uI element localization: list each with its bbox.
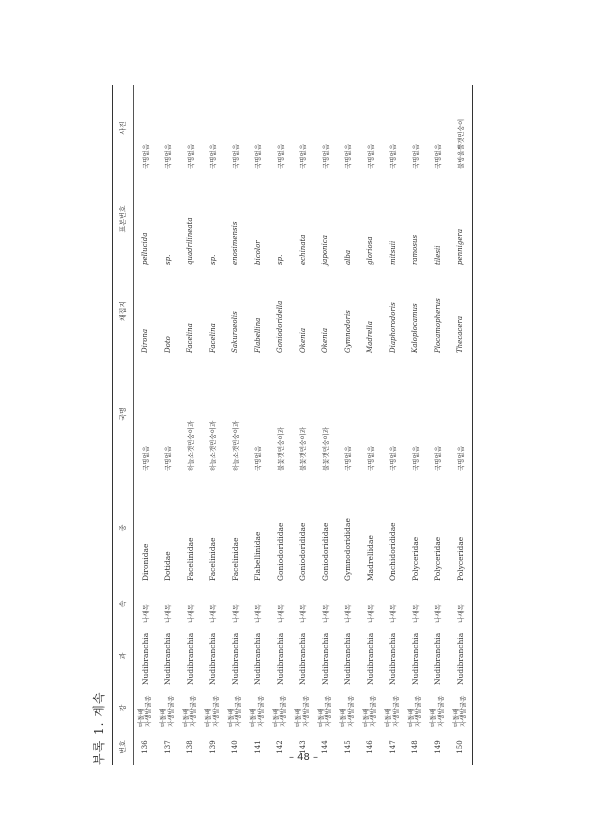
row-order-text: Nudibranchia bbox=[433, 632, 443, 685]
row-suborder-text: 나새목 bbox=[321, 604, 330, 623]
row-family-text: Flabellinidae bbox=[253, 531, 263, 581]
table-row bbox=[449, 85, 472, 765]
row-order-text: Nudibranchia bbox=[140, 632, 150, 685]
table-row bbox=[337, 85, 360, 765]
row-photo-text: 국명없음 bbox=[164, 143, 173, 169]
header-num: 번호 bbox=[119, 740, 127, 754]
row-family bbox=[179, 473, 202, 583]
row-class-text: 마돌배 bbox=[226, 708, 235, 727]
row-class bbox=[179, 687, 202, 729]
row-genus-text: Doto bbox=[163, 336, 172, 353]
row-korean-name bbox=[157, 355, 180, 473]
row-class bbox=[449, 687, 472, 729]
header-order: 과 bbox=[119, 652, 127, 660]
row-num-text: 139 bbox=[208, 740, 217, 754]
row-genus-text: Okenia bbox=[321, 327, 330, 353]
row-genus-text: Flabellina bbox=[253, 317, 262, 353]
row-class-text: 자생발굴종 bbox=[189, 695, 198, 727]
row-order bbox=[427, 625, 450, 687]
row-genus bbox=[134, 267, 157, 355]
row-num-text: 137 bbox=[163, 740, 172, 754]
row-suborder-text: 나새목 bbox=[231, 604, 240, 623]
row-suborder bbox=[224, 583, 247, 625]
row-photo bbox=[337, 85, 360, 171]
row-class-text: 마돌배 bbox=[136, 708, 145, 727]
row-suborder bbox=[292, 583, 315, 625]
row-class-text: 자생발굴종 bbox=[369, 695, 378, 727]
row-korean-name bbox=[134, 355, 157, 473]
row-species bbox=[269, 171, 292, 267]
row-class bbox=[224, 687, 247, 729]
row-suborder bbox=[157, 583, 180, 625]
row-korean-name bbox=[449, 355, 472, 473]
row-photo-text: 국명없음 bbox=[276, 143, 285, 169]
row-num-text: 146 bbox=[366, 740, 375, 754]
row-class-text: 자생발굴종 bbox=[391, 695, 400, 727]
row-order bbox=[134, 625, 157, 687]
row-num-text: 138 bbox=[186, 740, 195, 754]
row-species bbox=[224, 171, 247, 267]
row-korean-name-text: 국명없음 bbox=[344, 445, 353, 471]
row-genus bbox=[157, 267, 180, 355]
row-species bbox=[247, 171, 270, 267]
row-class-text: 마돌배 bbox=[451, 708, 460, 727]
row-korean-name-text: 국명없음 bbox=[411, 445, 420, 471]
row-suborder bbox=[337, 583, 360, 625]
table-header-row bbox=[113, 85, 134, 765]
row-korean-name bbox=[404, 355, 427, 473]
row-korean-name-text: 국명없음 bbox=[434, 445, 443, 471]
row-photo bbox=[292, 85, 315, 171]
row-genus-text: Goniodoridella bbox=[276, 300, 285, 353]
row-korean-name-text: 국명없음 bbox=[141, 445, 150, 471]
row-korean-name bbox=[359, 355, 382, 473]
row-class-text: 자생발굴종 bbox=[346, 695, 355, 727]
row-species-text: echinata bbox=[298, 234, 307, 265]
row-order bbox=[449, 625, 472, 687]
row-order bbox=[179, 625, 202, 687]
row-suborder bbox=[449, 583, 472, 625]
row-species bbox=[179, 171, 202, 267]
row-order bbox=[269, 625, 292, 687]
species-table bbox=[112, 85, 473, 765]
row-family bbox=[337, 473, 360, 583]
row-num-text: 147 bbox=[388, 740, 397, 754]
row-korean-name-text: 불꽃갯민숭이과 bbox=[321, 427, 330, 471]
row-order-text: Nudibranchia bbox=[230, 632, 240, 685]
row-suborder-text: 나새목 bbox=[209, 604, 218, 623]
row-genus bbox=[382, 267, 405, 355]
row-photo-text: 국명없음 bbox=[231, 143, 240, 169]
row-class-text: 자생발굴종 bbox=[144, 695, 153, 727]
row-photo-text: 국명없음 bbox=[254, 143, 263, 169]
row-photo-text: 국명없음 bbox=[389, 143, 398, 169]
row-photo-text: 국명없음 bbox=[299, 143, 308, 169]
row-suborder-text: 나새목 bbox=[186, 604, 195, 623]
row-korean-name bbox=[314, 355, 337, 473]
row-order bbox=[382, 625, 405, 687]
row-genus-text: Thecacera bbox=[456, 316, 465, 353]
row-genus bbox=[292, 267, 315, 355]
row-photo bbox=[134, 85, 157, 171]
header-species: 표본번호 bbox=[119, 205, 127, 233]
header-suborder: 속 bbox=[119, 600, 127, 608]
row-class bbox=[314, 687, 337, 729]
row-species bbox=[404, 171, 427, 267]
row-family-text: Goniodorididae bbox=[298, 522, 308, 581]
row-class bbox=[404, 687, 427, 729]
row-family bbox=[314, 473, 337, 583]
row-species-text: sp. bbox=[276, 254, 285, 265]
row-genus-text: Sakuraeolis bbox=[231, 311, 240, 353]
row-family-text: Facelinidae bbox=[208, 537, 218, 581]
row-class-text: 자생발굴종 bbox=[234, 695, 243, 727]
row-species bbox=[382, 171, 405, 267]
row-genus-text: Plocamopherus bbox=[433, 298, 442, 353]
row-order-text: Nudibranchia bbox=[365, 632, 375, 685]
row-num-text: 144 bbox=[321, 740, 330, 754]
row-class-text: 마돌배 bbox=[271, 708, 280, 727]
row-photo bbox=[427, 85, 450, 171]
appendix-title: 부록 1. 계속 bbox=[92, 691, 106, 765]
row-photo bbox=[359, 85, 382, 171]
row-species-text: alba bbox=[343, 249, 352, 265]
table-row bbox=[404, 85, 427, 765]
row-korean-name bbox=[382, 355, 405, 473]
row-class-text: 마돌배 bbox=[316, 708, 325, 727]
row-class-text: 자생발굴종 bbox=[301, 695, 310, 727]
row-species-text: pellucida bbox=[141, 232, 150, 265]
row-order bbox=[292, 625, 315, 687]
row-family-text: Polyceridae bbox=[455, 536, 465, 581]
row-suborder bbox=[404, 583, 427, 625]
row-order-text: Nudibranchia bbox=[320, 632, 330, 685]
row-class-text: 자생발굴종 bbox=[459, 695, 468, 727]
row-species bbox=[449, 171, 472, 267]
row-species-text: quadrilineata bbox=[186, 217, 195, 265]
row-class bbox=[292, 687, 315, 729]
row-class-text: 마돌배 bbox=[339, 708, 348, 727]
row-species-text: sp. bbox=[208, 254, 217, 265]
row-species-text: japonica bbox=[321, 235, 330, 265]
row-genus bbox=[269, 267, 292, 355]
row-photo bbox=[179, 85, 202, 171]
row-family bbox=[404, 473, 427, 583]
row-order-text: Nudibranchia bbox=[455, 632, 465, 685]
row-korean-name bbox=[269, 355, 292, 473]
row-class bbox=[359, 687, 382, 729]
row-order-text: Nudibranchia bbox=[185, 632, 195, 685]
row-species-text: mitsuii bbox=[388, 240, 397, 265]
row-order-text: Nudibranchia bbox=[275, 632, 285, 685]
row-suborder-text: 나새목 bbox=[254, 604, 263, 623]
row-family-text: Dotidae bbox=[163, 551, 173, 581]
row-photo bbox=[269, 85, 292, 171]
row-order bbox=[224, 625, 247, 687]
row-species-text: bicolor bbox=[253, 240, 262, 265]
row-class bbox=[157, 687, 180, 729]
row-suborder-text: 나새목 bbox=[434, 604, 443, 623]
row-genus-text: Facelina bbox=[208, 323, 217, 353]
row-suborder bbox=[359, 583, 382, 625]
row-photo bbox=[449, 85, 472, 171]
table-row bbox=[247, 85, 270, 765]
row-korean-name-text: 국명없음 bbox=[366, 445, 375, 471]
row-korean-name bbox=[427, 355, 450, 473]
row-class-text: 자생발굴종 bbox=[414, 695, 423, 727]
row-order-text: Nudibranchia bbox=[410, 632, 420, 685]
row-suborder-text: 나새목 bbox=[366, 604, 375, 623]
rotated-page-content bbox=[88, 85, 518, 765]
row-korean-name bbox=[337, 355, 360, 473]
row-class-text: 자생발굴종 bbox=[166, 695, 175, 727]
row-korean-name-text: 국명없음 bbox=[389, 445, 398, 471]
row-order-text: Nudibranchia bbox=[208, 632, 218, 685]
row-class bbox=[134, 687, 157, 729]
row-genus-text: Gymnodoris bbox=[343, 310, 352, 353]
row-suborder bbox=[427, 583, 450, 625]
row-genus bbox=[314, 267, 337, 355]
row-class-text: 마돌배 bbox=[361, 708, 370, 727]
row-suborder-text: 나새목 bbox=[276, 604, 285, 623]
row-family bbox=[427, 473, 450, 583]
row-photo-text: 국명없음 bbox=[186, 143, 195, 169]
row-family bbox=[157, 473, 180, 583]
row-family bbox=[449, 473, 472, 583]
row-num-text: 136 bbox=[141, 740, 150, 754]
row-num-text: 150 bbox=[456, 740, 465, 754]
row-suborder bbox=[202, 583, 225, 625]
row-species-text: ramosus bbox=[411, 234, 420, 265]
header-genus: 채집지 bbox=[119, 300, 127, 322]
table-row bbox=[292, 85, 315, 765]
row-family-text: Gymnodorididae bbox=[343, 518, 353, 581]
row-genus bbox=[224, 267, 247, 355]
row-photo-text: 국명없음 bbox=[366, 143, 375, 169]
row-class-text: 마돌배 bbox=[406, 708, 415, 727]
row-species-text: tilesii bbox=[433, 245, 442, 265]
row-class-text: 마돌배 bbox=[181, 708, 190, 727]
row-photo-text: 국명없음 bbox=[321, 143, 330, 169]
row-korean-name-text: 불꽃갯민숭이과 bbox=[299, 427, 308, 471]
row-class-text: 마돌배 bbox=[429, 708, 438, 727]
row-korean-name-text: 하늘소갯민숭이과 bbox=[186, 420, 195, 471]
row-class-text: 자생발굴종 bbox=[211, 695, 220, 727]
table-row bbox=[179, 85, 202, 765]
row-photo-text: 불방울뿔갯민숭이 bbox=[456, 118, 465, 169]
table-row bbox=[202, 85, 225, 765]
row-suborder bbox=[179, 583, 202, 625]
row-photo-text: 국명없음 bbox=[141, 143, 150, 169]
row-photo bbox=[404, 85, 427, 171]
table-row bbox=[359, 85, 382, 765]
table-row bbox=[382, 85, 405, 765]
row-photo-text: 국명없음 bbox=[434, 143, 443, 169]
table-row bbox=[314, 85, 337, 765]
row-photo bbox=[202, 85, 225, 171]
row-korean-name bbox=[292, 355, 315, 473]
row-genus-text: Kaloplocamus bbox=[411, 303, 420, 353]
row-photo-text: 국명없음 bbox=[209, 143, 218, 169]
row-genus bbox=[337, 267, 360, 355]
row-genus-text: Facelina bbox=[186, 323, 195, 353]
row-order-text: Nudibranchia bbox=[298, 632, 308, 685]
row-family-text: Goniodorididae bbox=[320, 522, 330, 581]
row-suborder-text: 나새목 bbox=[299, 604, 308, 623]
row-genus bbox=[202, 267, 225, 355]
row-genus bbox=[359, 267, 382, 355]
table-row bbox=[134, 85, 157, 765]
row-suborder bbox=[134, 583, 157, 625]
row-class-text: 자생발굴종 bbox=[436, 695, 445, 727]
row-class bbox=[382, 687, 405, 729]
row-genus-text: Okenia bbox=[298, 327, 307, 353]
row-korean-name bbox=[224, 355, 247, 473]
row-order bbox=[202, 625, 225, 687]
row-class-text: 자생발굴종 bbox=[279, 695, 288, 727]
row-species bbox=[292, 171, 315, 267]
row-photo bbox=[157, 85, 180, 171]
row-order-text: Nudibranchia bbox=[343, 632, 353, 685]
row-suborder bbox=[382, 583, 405, 625]
row-korean-name bbox=[202, 355, 225, 473]
row-num-text: 148 bbox=[411, 740, 420, 754]
row-class-text: 마돌배 bbox=[249, 708, 258, 727]
row-photo-text: 국명없음 bbox=[344, 143, 353, 169]
row-family-text: Polyceridae bbox=[433, 536, 443, 581]
row-suborder-text: 나새목 bbox=[411, 604, 420, 623]
row-family-text: Dironidae bbox=[140, 543, 150, 581]
row-photo bbox=[382, 85, 405, 171]
row-order bbox=[247, 625, 270, 687]
row-genus-text: Madrella bbox=[366, 321, 375, 353]
row-species bbox=[337, 171, 360, 267]
row-order bbox=[157, 625, 180, 687]
row-korean-name-text: 국명없음 bbox=[456, 445, 465, 471]
row-family bbox=[247, 473, 270, 583]
header-korean-name: 국명 bbox=[119, 407, 127, 421]
row-species-text: enosimensis bbox=[231, 221, 240, 265]
row-species-text: gloriosa bbox=[366, 236, 375, 265]
row-species-text: sp. bbox=[163, 254, 172, 265]
row-species bbox=[359, 171, 382, 267]
row-suborder bbox=[269, 583, 292, 625]
row-korean-name-text: 국명없음 bbox=[164, 445, 173, 471]
row-photo bbox=[247, 85, 270, 171]
row-korean-name-text: 하늘소갯민숭이과 bbox=[231, 420, 240, 471]
row-suborder-text: 나새목 bbox=[456, 604, 465, 623]
header-photo: 사진 bbox=[119, 121, 127, 135]
row-korean-name-text: 불꽃갯민숭이과 bbox=[276, 427, 285, 471]
row-suborder-text: 나새목 bbox=[389, 604, 398, 623]
row-num-text: 141 bbox=[253, 740, 262, 754]
table-row bbox=[269, 85, 292, 765]
row-species bbox=[157, 171, 180, 267]
row-species bbox=[134, 171, 157, 267]
row-species bbox=[427, 171, 450, 267]
table-row bbox=[224, 85, 247, 765]
header-family: 종 bbox=[119, 524, 127, 532]
row-class bbox=[269, 687, 292, 729]
row-class-text: 마돌배 bbox=[384, 708, 393, 727]
row-num-text: 143 bbox=[298, 740, 307, 754]
row-class bbox=[427, 687, 450, 729]
row-order bbox=[314, 625, 337, 687]
row-order-text: Nudibranchia bbox=[163, 632, 173, 685]
row-family-text: Polyceridae bbox=[410, 536, 420, 581]
row-num-text: 149 bbox=[433, 740, 442, 754]
row-suborder bbox=[247, 583, 270, 625]
row-species bbox=[314, 171, 337, 267]
row-species-text: pennigera bbox=[456, 228, 465, 265]
row-family-text: Facelinidae bbox=[230, 537, 240, 581]
page-number: – 48 – bbox=[288, 752, 319, 763]
row-order bbox=[359, 625, 382, 687]
row-korean-name-text: 하늘소갯민숭이과 bbox=[209, 420, 218, 471]
row-genus bbox=[247, 267, 270, 355]
row-photo bbox=[314, 85, 337, 171]
row-suborder-text: 나새목 bbox=[141, 604, 150, 623]
row-family-text: Facelinidae bbox=[185, 537, 195, 581]
row-suborder-text: 나새목 bbox=[164, 604, 173, 623]
row-family bbox=[224, 473, 247, 583]
row-order bbox=[337, 625, 360, 687]
row-photo-text: 국명없음 bbox=[411, 143, 420, 169]
row-family-text: Goniodorididae bbox=[275, 522, 285, 581]
row-num-text: 145 bbox=[343, 740, 352, 754]
row-suborder bbox=[314, 583, 337, 625]
row-korean-name bbox=[179, 355, 202, 473]
row-genus bbox=[449, 267, 472, 355]
row-korean-name-text: 국명없음 bbox=[254, 445, 263, 471]
row-class-text: 마돌배 bbox=[204, 708, 213, 727]
row-family bbox=[269, 473, 292, 583]
row-genus bbox=[179, 267, 202, 355]
row-class bbox=[247, 687, 270, 729]
row-family-text: Onchidorididae bbox=[388, 522, 398, 581]
row-species bbox=[202, 171, 225, 267]
row-family bbox=[202, 473, 225, 583]
row-genus-text: Dirona bbox=[141, 328, 150, 353]
row-suborder-text: 나새목 bbox=[344, 604, 353, 623]
row-family bbox=[359, 473, 382, 583]
row-family bbox=[134, 473, 157, 583]
row-genus bbox=[404, 267, 427, 355]
row-order bbox=[404, 625, 427, 687]
row-family bbox=[382, 473, 405, 583]
table-row bbox=[157, 85, 180, 765]
row-class bbox=[337, 687, 360, 729]
row-korean-name bbox=[247, 355, 270, 473]
header-class: 강 bbox=[119, 704, 127, 712]
row-photo bbox=[224, 85, 247, 171]
row-class-text: 마돌배 bbox=[159, 708, 168, 727]
table-row bbox=[427, 85, 450, 765]
row-class-text: 자생발굴종 bbox=[256, 695, 265, 727]
row-genus bbox=[427, 267, 450, 355]
row-order-text: Nudibranchia bbox=[253, 632, 263, 685]
row-family-text: Madrellidae bbox=[365, 535, 375, 581]
row-class bbox=[202, 687, 225, 729]
row-order-text: Nudibranchia bbox=[388, 632, 398, 685]
row-num-text: 140 bbox=[231, 740, 240, 754]
row-genus-text: Diaphorodoris bbox=[388, 302, 397, 353]
row-family bbox=[292, 473, 315, 583]
row-class-text: 마돌배 bbox=[294, 708, 303, 727]
row-class-text: 자생발굴종 bbox=[324, 695, 333, 727]
row-num-text: 142 bbox=[276, 740, 285, 754]
